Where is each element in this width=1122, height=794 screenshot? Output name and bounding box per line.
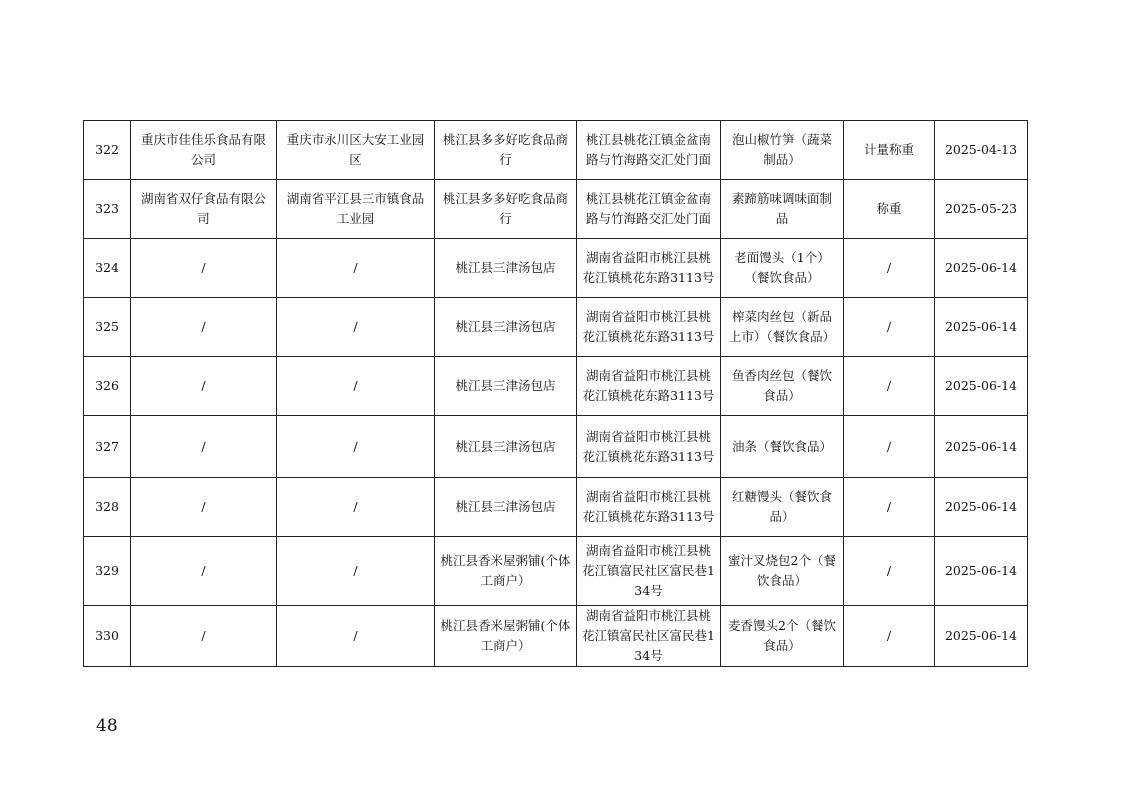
table-body bbox=[84, 121, 1028, 667]
food-name-cell: 老面馒头（1个）（餐饮食品） bbox=[721, 239, 844, 298]
specification-cell: 称重 bbox=[844, 180, 935, 239]
producer-address-cell: / bbox=[277, 537, 435, 606]
food-name-cell: 泡山椒竹笋（蔬菜制品） bbox=[721, 121, 844, 180]
table-row bbox=[84, 180, 1028, 239]
row-number-cell: 328 bbox=[84, 478, 131, 537]
production-date-cell: 2025-06-14 bbox=[935, 416, 1028, 478]
production-date-cell: 2025-06-14 bbox=[935, 239, 1028, 298]
row-number-cell: 325 bbox=[84, 298, 131, 357]
food-name-cell: 油条（餐饮食品） bbox=[721, 416, 844, 478]
food-name-cell: 榨菜肉丝包（新品上市）（餐饮食品） bbox=[721, 298, 844, 357]
seller-address-cell: 湖南省益阳市桃江县桃花江镇桃花东路3113号 bbox=[577, 298, 721, 357]
producer-name-cell: / bbox=[131, 606, 277, 667]
specification-cell: / bbox=[844, 416, 935, 478]
seller-name-cell: 桃江县香米屋粥铺(个体工商户） bbox=[435, 537, 577, 606]
seller-name-cell: 桃江县三津汤包店 bbox=[435, 239, 577, 298]
producer-address-cell: / bbox=[277, 606, 435, 667]
food-name-cell: 红糖馒头（餐饮食品） bbox=[721, 478, 844, 537]
seller-name-cell: 桃江县三津汤包店 bbox=[435, 416, 577, 478]
specification-cell: / bbox=[844, 537, 935, 606]
row-number-cell: 323 bbox=[84, 180, 131, 239]
seller-name-cell: 桃江县多多好吃食品商行 bbox=[435, 180, 577, 239]
producer-address-cell: / bbox=[277, 416, 435, 478]
table-row bbox=[84, 606, 1028, 667]
row-number-cell: 326 bbox=[84, 357, 131, 416]
producer-address-cell: / bbox=[277, 298, 435, 357]
table-row bbox=[84, 298, 1028, 357]
specification-cell: / bbox=[844, 298, 935, 357]
specification-cell: / bbox=[844, 239, 935, 298]
producer-address-cell: / bbox=[277, 357, 435, 416]
producer-address-cell: / bbox=[277, 478, 435, 537]
production-date-cell: 2025-04-13 bbox=[935, 121, 1028, 180]
food-name-cell: 素蹄筋味调味面制品 bbox=[721, 180, 844, 239]
row-number-cell: 322 bbox=[84, 121, 131, 180]
sampling-results-table bbox=[83, 120, 1028, 667]
food-name-cell: 蜜汁叉烧包2个（餐饮食品） bbox=[721, 537, 844, 606]
production-date-cell: 2025-05-23 bbox=[935, 180, 1028, 239]
seller-name-cell: 桃江县三津汤包店 bbox=[435, 298, 577, 357]
production-date-cell: 2025-06-14 bbox=[935, 357, 1028, 416]
seller-address-cell: 湖南省益阳市桃江县桃花江镇富民社区富民巷134号 bbox=[577, 537, 721, 606]
page-number: 48 bbox=[96, 716, 118, 736]
producer-address-cell: 湖南省平江县三市镇食品工业园 bbox=[277, 180, 435, 239]
table-row bbox=[84, 239, 1028, 298]
producer-name-cell: 湖南省双仔食品有限公司 bbox=[131, 180, 277, 239]
seller-address-cell: 桃江县桃花江镇金盆南路与竹海路交汇处门面 bbox=[577, 121, 721, 180]
production-date-cell: 2025-06-14 bbox=[935, 478, 1028, 537]
producer-address-cell: 重庆市永川区大安工业园区 bbox=[277, 121, 435, 180]
seller-address-cell: 湖南省益阳市桃江县桃花江镇桃花东路3113号 bbox=[577, 357, 721, 416]
seller-name-cell: 桃江县多多好吃食品商行 bbox=[435, 121, 577, 180]
specification-cell: / bbox=[844, 606, 935, 667]
specification-cell: / bbox=[844, 357, 935, 416]
table-row bbox=[84, 416, 1028, 478]
table-row bbox=[84, 357, 1028, 416]
production-date-cell: 2025-06-14 bbox=[935, 537, 1028, 606]
producer-name-cell: / bbox=[131, 416, 277, 478]
producer-name-cell: / bbox=[131, 357, 277, 416]
specification-cell: 计量称重 bbox=[844, 121, 935, 180]
production-date-cell: 2025-06-14 bbox=[935, 606, 1028, 667]
seller-name-cell: 桃江县三津汤包店 bbox=[435, 478, 577, 537]
seller-name-cell: 桃江县香米屋粥铺(个体工商户） bbox=[435, 606, 577, 667]
producer-name-cell: / bbox=[131, 298, 277, 357]
seller-address-cell: 湖南省益阳市桃江县桃花江镇桃花东路3113号 bbox=[577, 478, 721, 537]
seller-address-cell: 湖南省益阳市桃江县桃花江镇桃花东路3113号 bbox=[577, 239, 721, 298]
seller-address-cell: 湖南省益阳市桃江县桃花江镇桃花东路3113号 bbox=[577, 416, 721, 478]
producer-name-cell: 重庆市佳佳乐食品有限公司 bbox=[131, 121, 277, 180]
seller-name-cell: 桃江县三津汤包店 bbox=[435, 357, 577, 416]
producer-name-cell: / bbox=[131, 537, 277, 606]
producer-name-cell: / bbox=[131, 478, 277, 537]
table-row bbox=[84, 121, 1028, 180]
row-number-cell: 327 bbox=[84, 416, 131, 478]
row-number-cell: 330 bbox=[84, 606, 131, 667]
row-number-cell: 329 bbox=[84, 537, 131, 606]
table-row bbox=[84, 478, 1028, 537]
production-date-cell: 2025-06-14 bbox=[935, 298, 1028, 357]
food-name-cell: 鱼香肉丝包（餐饮食品） bbox=[721, 357, 844, 416]
row-number-cell: 324 bbox=[84, 239, 131, 298]
seller-address-cell: 湖南省益阳市桃江县桃花江镇富民社区富民巷134号 bbox=[577, 606, 721, 667]
producer-name-cell: / bbox=[131, 239, 277, 298]
table-row bbox=[84, 537, 1028, 606]
food-name-cell: 麦香馒头2个（餐饮食品） bbox=[721, 606, 844, 667]
specification-cell: / bbox=[844, 478, 935, 537]
seller-address-cell: 桃江县桃花江镇金盆南路与竹海路交汇处门面 bbox=[577, 180, 721, 239]
producer-address-cell: / bbox=[277, 239, 435, 298]
